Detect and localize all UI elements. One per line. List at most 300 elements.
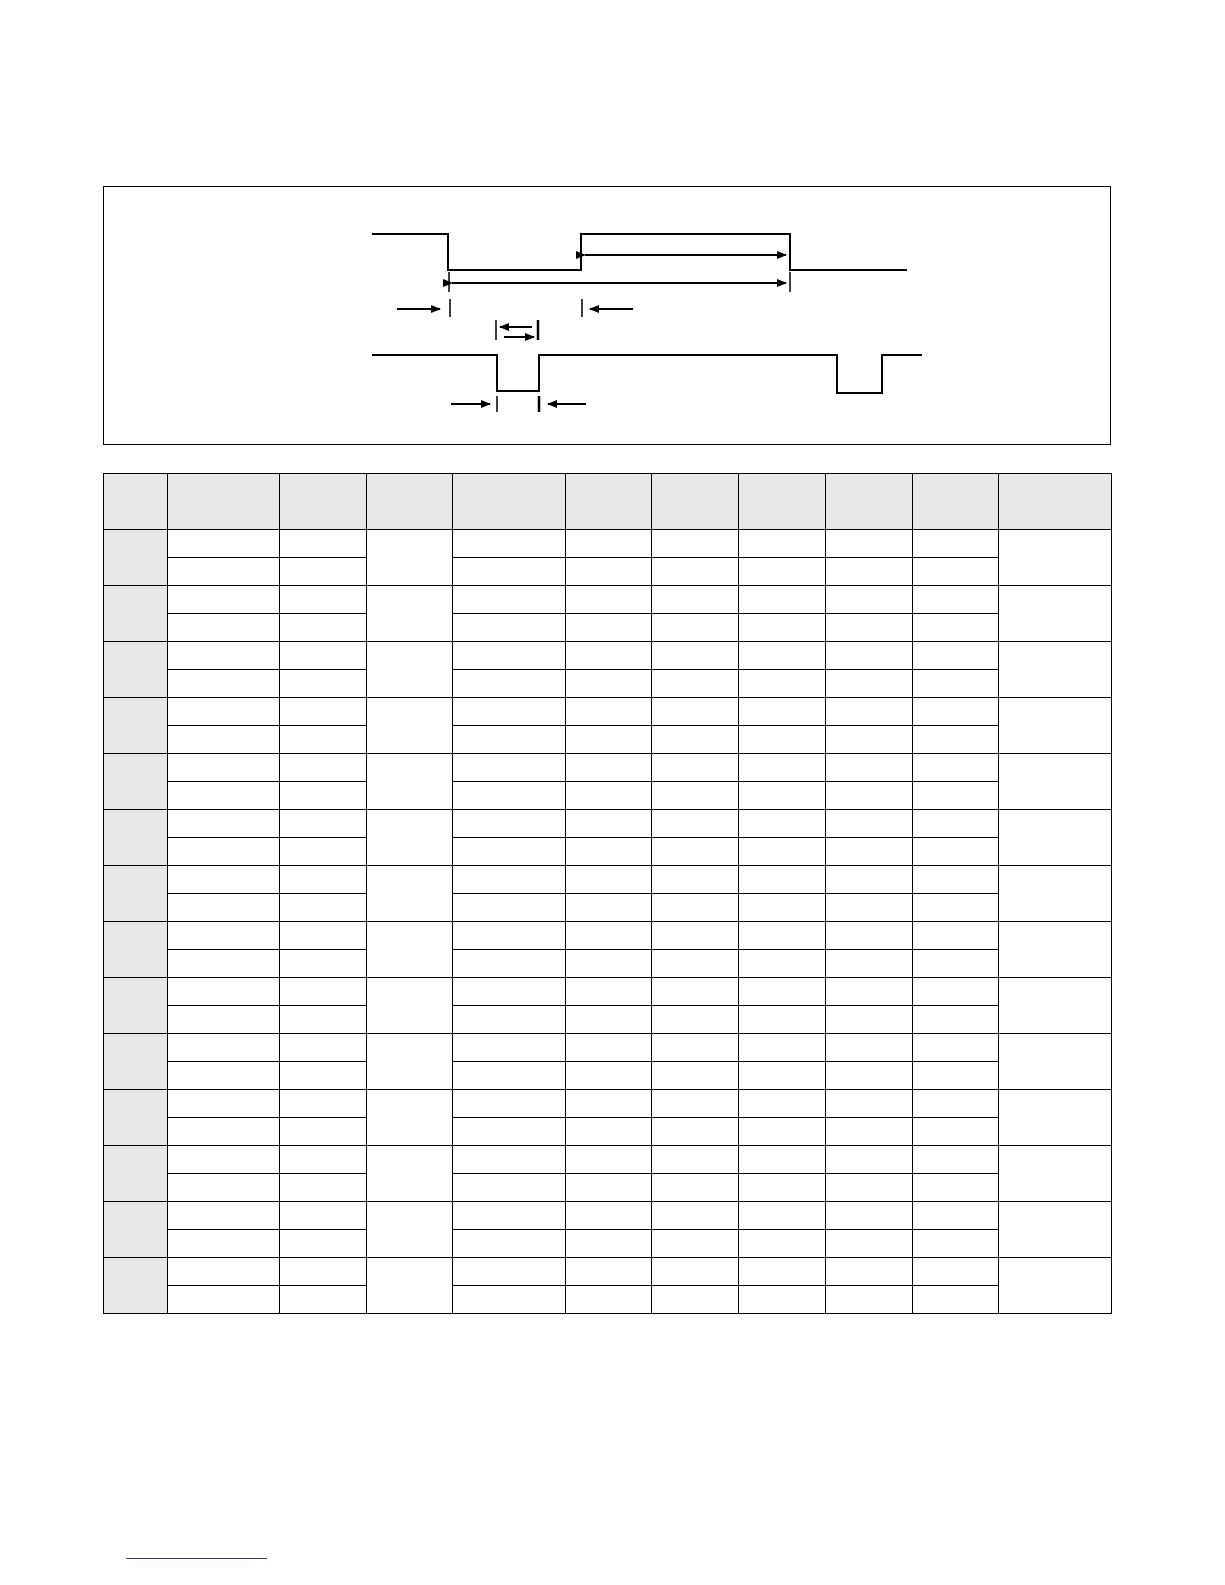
table-cell [739, 1118, 826, 1146]
table-row [104, 810, 1112, 838]
table-cell [566, 614, 652, 642]
table-cell [913, 978, 999, 1006]
table-cell [168, 810, 280, 838]
table-cell [652, 1006, 739, 1034]
table-cell [739, 894, 826, 922]
table-cell [367, 810, 453, 866]
table-cell [652, 1034, 739, 1062]
table-cell [566, 754, 652, 782]
table-cell [453, 642, 566, 670]
table-cell [652, 1286, 739, 1314]
table-row [104, 642, 1112, 670]
table-cell [280, 1258, 367, 1286]
table-cell [652, 810, 739, 838]
table-cell [739, 1174, 826, 1202]
mode-cell [104, 754, 168, 810]
table-cell [826, 1118, 913, 1146]
table-cell [280, 950, 367, 978]
table-row [104, 1258, 1112, 1286]
table-cell [739, 838, 826, 866]
table-cell [566, 1062, 652, 1090]
table-row [104, 726, 1112, 754]
table-cell [913, 726, 999, 754]
mode-cell [104, 1202, 168, 1258]
table-cell [739, 922, 826, 950]
table-cell [739, 558, 826, 586]
table-cell [999, 530, 1112, 586]
table-cell [168, 1090, 280, 1118]
table-cell [739, 1090, 826, 1118]
table-cell [367, 754, 453, 810]
table-cell [566, 866, 652, 894]
table-cell [367, 698, 453, 754]
table-cell [913, 558, 999, 586]
table-cell [453, 1202, 566, 1230]
table-cell [739, 950, 826, 978]
table-row [104, 586, 1112, 614]
table-cell [913, 1062, 999, 1090]
table-cell [739, 1006, 826, 1034]
table-cell [280, 614, 367, 642]
mode-cell [104, 1146, 168, 1202]
table-cell [168, 1258, 280, 1286]
table-cell [566, 1090, 652, 1118]
table-cell [826, 1006, 913, 1034]
table-cell [367, 978, 453, 1034]
table-cell [913, 1090, 999, 1118]
table-cell [826, 558, 913, 586]
table-cell [280, 726, 367, 754]
table-cell [280, 1230, 367, 1258]
table-cell [367, 1202, 453, 1258]
table-cell [652, 670, 739, 698]
table-cell [652, 614, 739, 642]
table-cell [453, 950, 566, 978]
table-cell [168, 922, 280, 950]
table-cell [453, 1146, 566, 1174]
table-row [104, 754, 1112, 782]
table-cell [168, 642, 280, 670]
footer-link-underline[interactable] [126, 1558, 267, 1559]
table-cell [739, 1258, 826, 1286]
table-cell [566, 1118, 652, 1146]
table-cell [913, 810, 999, 838]
table-cell [999, 1146, 1112, 1202]
table-cell [999, 698, 1112, 754]
mode-cell [104, 530, 168, 586]
table-cell [367, 1146, 453, 1202]
table-cell [739, 670, 826, 698]
table-cell [566, 586, 652, 614]
header-cell [168, 474, 280, 530]
table-cell [913, 1258, 999, 1286]
table-cell [739, 1202, 826, 1230]
table-cell [280, 1174, 367, 1202]
table-cell [367, 1090, 453, 1146]
table-cell [913, 670, 999, 698]
header-cell [566, 474, 652, 530]
table-cell [826, 1174, 913, 1202]
table-cell [566, 558, 652, 586]
table-cell [168, 558, 280, 586]
table-cell [566, 530, 652, 558]
table-cell [913, 950, 999, 978]
mode-cell [104, 1034, 168, 1090]
table-cell [739, 642, 826, 670]
table-cell [453, 1286, 566, 1314]
table-cell [168, 698, 280, 726]
table-cell [280, 894, 367, 922]
table-cell [913, 530, 999, 558]
table-cell [826, 894, 913, 922]
table-cell [826, 698, 913, 726]
table-row [104, 1230, 1112, 1258]
table-row [104, 558, 1112, 586]
table-cell [826, 922, 913, 950]
mode-cell [104, 586, 168, 642]
table-row [104, 1286, 1112, 1314]
table-cell [826, 978, 913, 1006]
table-cell [168, 782, 280, 810]
table-cell [739, 530, 826, 558]
table-row [104, 614, 1112, 642]
table-cell [826, 642, 913, 670]
table-cell [280, 1118, 367, 1146]
table-cell [280, 810, 367, 838]
header-cell [280, 474, 367, 530]
table-cell [999, 978, 1112, 1034]
table-cell [168, 978, 280, 1006]
table-cell [652, 838, 739, 866]
table-cell [826, 1062, 913, 1090]
table-cell [280, 1062, 367, 1090]
table-cell [566, 726, 652, 754]
table-cell [453, 558, 566, 586]
table-cell [999, 1258, 1112, 1314]
table-cell [652, 754, 739, 782]
table-cell [913, 838, 999, 866]
mode-cell [104, 698, 168, 754]
table-cell [367, 922, 453, 978]
table-cell [913, 782, 999, 810]
table-cell [913, 1006, 999, 1034]
table-cell [566, 1034, 652, 1062]
table-cell [913, 614, 999, 642]
table-cell [168, 950, 280, 978]
table-cell [168, 754, 280, 782]
table-cell [913, 1034, 999, 1062]
table-cell [367, 866, 453, 922]
mode-cell [104, 1090, 168, 1146]
table-cell [280, 978, 367, 1006]
table-cell [168, 1286, 280, 1314]
table-cell [999, 586, 1112, 642]
table-cell [453, 922, 566, 950]
table-cell [826, 1090, 913, 1118]
table-row [104, 922, 1112, 950]
table-cell [280, 698, 367, 726]
table-row [104, 1034, 1112, 1062]
table-cell [453, 1062, 566, 1090]
table-cell [168, 1118, 280, 1146]
table-cell [652, 1146, 739, 1174]
table-cell [280, 838, 367, 866]
table-cell [826, 726, 913, 754]
table-cell [999, 1034, 1112, 1090]
table-cell [652, 894, 739, 922]
table-cell [280, 642, 367, 670]
table-cell [566, 1006, 652, 1034]
table-cell [168, 1202, 280, 1230]
header-cell [999, 474, 1112, 530]
table-cell [280, 558, 367, 586]
table-cell [168, 586, 280, 614]
table-cell [453, 698, 566, 726]
table-cell [652, 642, 739, 670]
table-cell [826, 586, 913, 614]
table-cell [826, 1202, 913, 1230]
table-cell [826, 782, 913, 810]
table-cell [453, 614, 566, 642]
table-cell [566, 1202, 652, 1230]
table-cell [280, 530, 367, 558]
table-cell [367, 530, 453, 586]
table-cell [999, 754, 1112, 810]
table-cell [913, 894, 999, 922]
table-cell [826, 1146, 913, 1174]
table-cell [652, 950, 739, 978]
table-cell [168, 1174, 280, 1202]
table-cell [566, 810, 652, 838]
table-cell [168, 1006, 280, 1034]
table-cell [739, 586, 826, 614]
table-row [104, 1118, 1112, 1146]
table-row [104, 670, 1112, 698]
table-cell [913, 642, 999, 670]
table-cell [453, 810, 566, 838]
table-cell [913, 866, 999, 894]
table-cell [566, 950, 652, 978]
table-cell [652, 698, 739, 726]
table-cell [999, 866, 1112, 922]
table-cell [566, 1174, 652, 1202]
table-cell [280, 754, 367, 782]
table-row [104, 530, 1112, 558]
table-cell [566, 698, 652, 726]
table-cell [739, 1062, 826, 1090]
table-cell [453, 978, 566, 1006]
table-cell [168, 894, 280, 922]
header-cell [367, 474, 453, 530]
table-cell [913, 1202, 999, 1230]
table-cell [999, 642, 1112, 698]
table-cell [280, 1006, 367, 1034]
table-cell [453, 1006, 566, 1034]
table-cell [453, 782, 566, 810]
table-cell [453, 1090, 566, 1118]
table-cell [826, 754, 913, 782]
table-row [104, 894, 1112, 922]
table-cell [739, 782, 826, 810]
table-cell [826, 866, 913, 894]
table-cell [913, 698, 999, 726]
table-cell [739, 978, 826, 1006]
table-cell [566, 1146, 652, 1174]
table-cell [453, 670, 566, 698]
table-cell [280, 1146, 367, 1174]
table-cell [168, 838, 280, 866]
table-cell [826, 1230, 913, 1258]
table-cell [367, 1258, 453, 1314]
table-row [104, 1090, 1112, 1118]
table-cell [739, 1286, 826, 1314]
table-cell [566, 1258, 652, 1286]
table-cell [280, 1286, 367, 1314]
table-cell [826, 1258, 913, 1286]
mode-cell [104, 642, 168, 698]
table-row [104, 978, 1112, 1006]
table-cell [826, 838, 913, 866]
table-cell [453, 754, 566, 782]
table-header-row [104, 474, 1112, 530]
table-cell [453, 894, 566, 922]
table-cell [652, 1258, 739, 1286]
table-cell [652, 1090, 739, 1118]
table-cell [739, 810, 826, 838]
table-cell [999, 1202, 1112, 1258]
table-cell [652, 922, 739, 950]
table-cell [739, 1230, 826, 1258]
table-cell [566, 642, 652, 670]
table-cell [168, 1230, 280, 1258]
table-cell [168, 614, 280, 642]
table-cell [280, 1202, 367, 1230]
table-cell [280, 586, 367, 614]
table-cell [566, 1286, 652, 1314]
header-cell [913, 474, 999, 530]
table-cell [453, 530, 566, 558]
table-cell [652, 1118, 739, 1146]
table-cell [652, 1202, 739, 1230]
table-cell [826, 1034, 913, 1062]
table-cell [453, 1118, 566, 1146]
table-cell [566, 922, 652, 950]
table-cell [999, 922, 1112, 978]
header-cell [826, 474, 913, 530]
table-cell [453, 1034, 566, 1062]
table-cell [367, 586, 453, 642]
table-cell [652, 1230, 739, 1258]
table-cell [652, 586, 739, 614]
table-cell [168, 1034, 280, 1062]
table-cell [280, 670, 367, 698]
header-cell [739, 474, 826, 530]
table-cell [453, 866, 566, 894]
table-cell [739, 726, 826, 754]
table-cell [168, 1146, 280, 1174]
table-cell [453, 586, 566, 614]
table-cell [168, 866, 280, 894]
table-cell [453, 1258, 566, 1286]
table-cell [566, 838, 652, 866]
table-cell [652, 530, 739, 558]
table-cell [652, 726, 739, 754]
timing-diagram-frame [103, 186, 1111, 445]
table-cell [168, 530, 280, 558]
table-cell [826, 530, 913, 558]
table-cell [280, 866, 367, 894]
mode-cell [104, 1258, 168, 1314]
table-cell [739, 1146, 826, 1174]
table-row [104, 698, 1112, 726]
table-cell [652, 1062, 739, 1090]
table-row [104, 1174, 1112, 1202]
header-cell [453, 474, 566, 530]
table-row [104, 1146, 1112, 1174]
table-cell [566, 670, 652, 698]
table-cell [739, 614, 826, 642]
table-row [104, 866, 1112, 894]
table-cell [913, 1146, 999, 1174]
table-cell [566, 782, 652, 810]
table-cell [739, 866, 826, 894]
table-row [104, 950, 1112, 978]
table-cell [913, 754, 999, 782]
table-cell [652, 558, 739, 586]
table-cell [566, 894, 652, 922]
table-cell [453, 838, 566, 866]
table-cell [280, 782, 367, 810]
table-cell [913, 1230, 999, 1258]
table-cell [999, 810, 1112, 866]
table-cell [367, 642, 453, 698]
table-cell [739, 1034, 826, 1062]
table-cell [652, 782, 739, 810]
mode-cell [104, 978, 168, 1034]
table-row [104, 1006, 1112, 1034]
table-cell [913, 1118, 999, 1146]
table-row [104, 782, 1112, 810]
table-cell [913, 586, 999, 614]
table-cell [168, 670, 280, 698]
table-cell [739, 754, 826, 782]
table-cell [453, 726, 566, 754]
table-cell [826, 670, 913, 698]
table-row [104, 1202, 1112, 1230]
table-cell [913, 1174, 999, 1202]
table-cell [168, 1062, 280, 1090]
table-cell [453, 1174, 566, 1202]
table-row [104, 838, 1112, 866]
header-cell [652, 474, 739, 530]
table-cell [453, 1230, 566, 1258]
mode-cell [104, 810, 168, 866]
table-cell [826, 1286, 913, 1314]
table-cell [280, 1090, 367, 1118]
table-cell [566, 1230, 652, 1258]
table-cell [566, 978, 652, 1006]
table-cell [367, 1034, 453, 1090]
mode-cell [104, 866, 168, 922]
table-cell [826, 810, 913, 838]
table-cell [280, 1034, 367, 1062]
table-row [104, 1062, 1112, 1090]
table-cell [999, 1090, 1112, 1146]
table-cell [826, 950, 913, 978]
table-cell [280, 922, 367, 950]
table-cell [739, 698, 826, 726]
table-cell [652, 978, 739, 1006]
